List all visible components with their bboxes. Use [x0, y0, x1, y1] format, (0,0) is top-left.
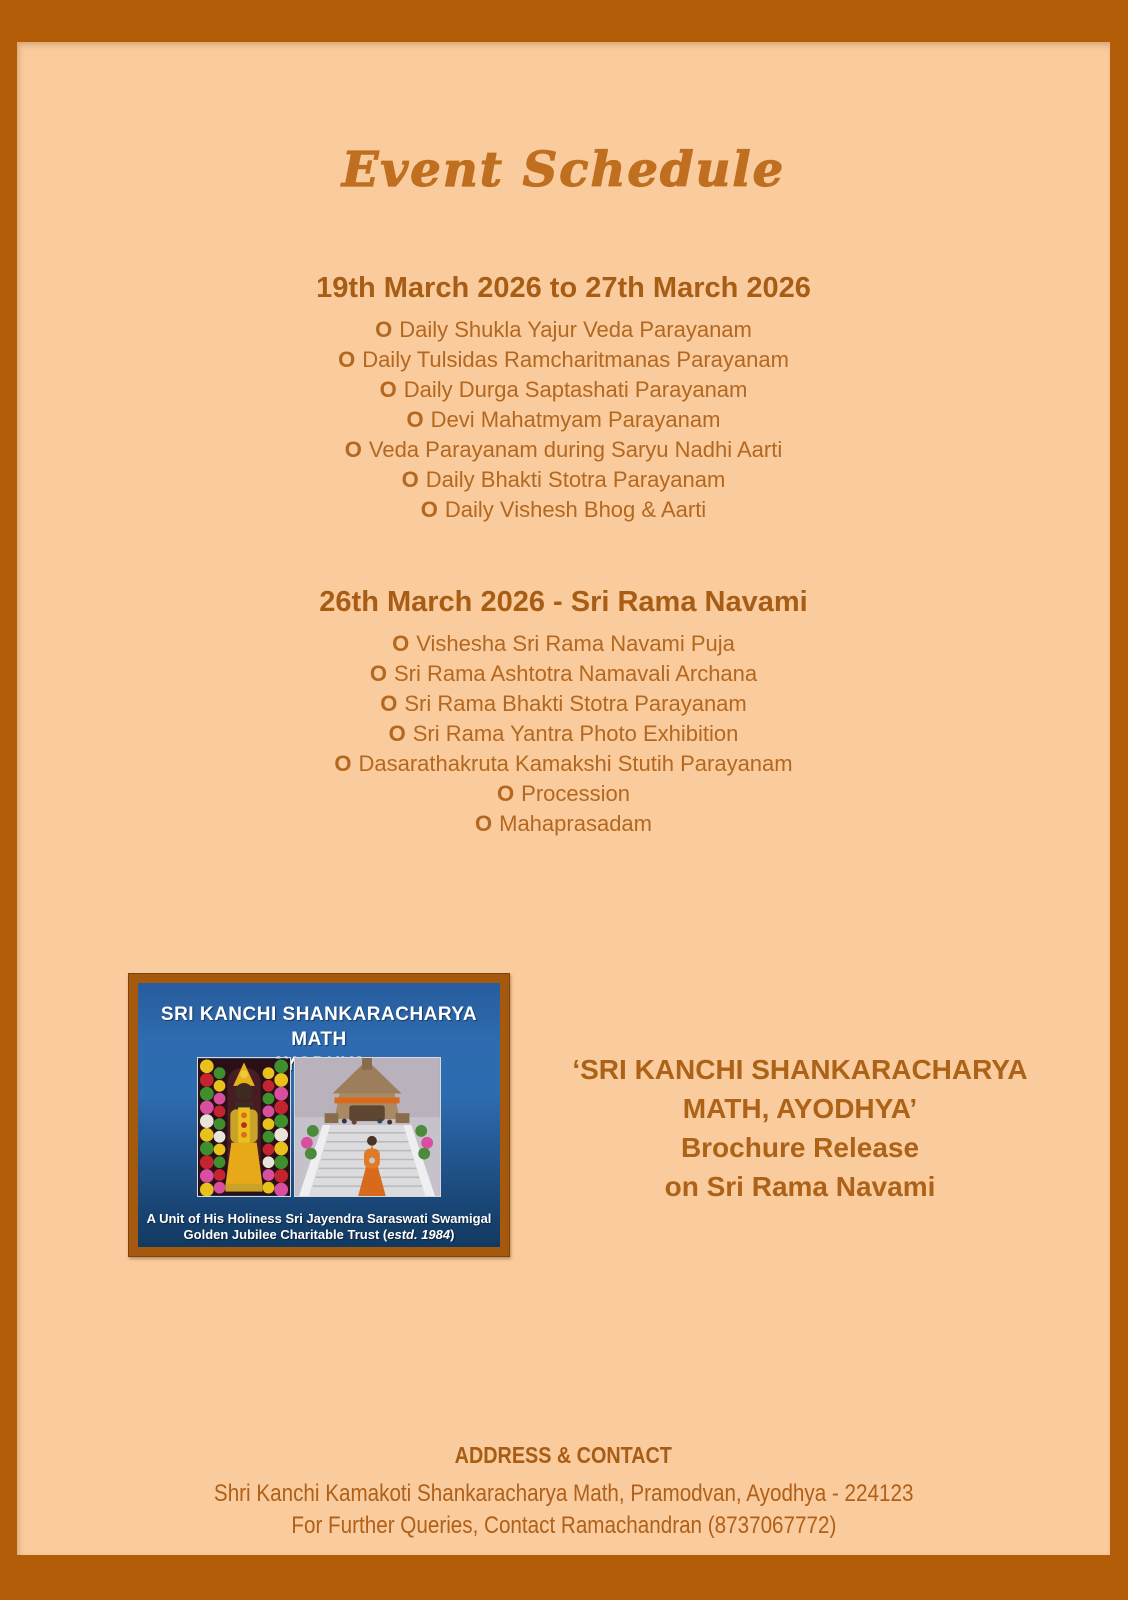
bullet-marker: O: [401, 467, 419, 492]
bullet-marker: O: [338, 347, 356, 372]
list-item: [17, 315, 1110, 345]
event-list: [17, 629, 1110, 839]
card-title-line1: SRI KANCHI SHANKARACHARYA MATH: [160, 1004, 478, 1050]
bullet-marker: O: [388, 721, 406, 746]
brochure-announcement: [520, 1050, 1080, 1206]
bullet-marker: O: [406, 407, 424, 432]
brochure-line: ‘SRI KANCHI SHANKARACHARYA: [572, 1054, 1028, 1085]
page-title: Event Schedule: [341, 142, 786, 198]
schedule-section-rama-navami: [17, 586, 1110, 839]
event-label: Devi Mahatmyam Parayanam: [430, 407, 721, 432]
event-label: Procession: [521, 781, 630, 806]
contact-address-text: Shri Kanchi Kamakoti Shankaracharya Math, Pramodvan, Ayodhya - 224123: [213, 1480, 914, 1507]
brochure-line: Brochure Release: [680, 1132, 920, 1163]
schedule-section-march-range: [17, 272, 1110, 525]
event-label: Daily Tulsidas Ramcharitmanas Parayanam: [362, 347, 789, 372]
event-label: Vishesha Sri Rama Navami Puja: [416, 631, 735, 656]
event-label: Daily Shukla Yajur Veda Parayanam: [399, 317, 752, 342]
section-heading: 26th March 2026 - Sri Rama Navami: [319, 586, 808, 618]
list-item: [17, 345, 1110, 375]
bullet-marker: O: [344, 437, 362, 462]
event-label: Sri Rama Ashtotra Namavali Archana: [393, 661, 758, 686]
bullet-marker: O: [375, 317, 393, 342]
bullet-marker: O: [379, 377, 397, 402]
list-item: [17, 809, 1110, 839]
event-label: Sri Rama Yantra Photo Exhibition: [412, 721, 739, 746]
list-item: [17, 689, 1110, 719]
bullet-marker: O: [380, 691, 398, 716]
card-footer-line1: A Unit of His Holiness Sri Jayendra Saraswati Swamigal: [146, 1211, 492, 1226]
list-item: [17, 405, 1110, 435]
list-item: [17, 435, 1110, 465]
event-label: Mahaprasadam: [499, 811, 652, 836]
card-footer: [138, 1211, 500, 1243]
card-footer-line2-suffix: ): [450, 1227, 455, 1242]
event-label: Sri Rama Bhakti Stotra Parayanam: [404, 691, 747, 716]
contact-heading-text: ADDRESS & CONTACT: [454, 1442, 673, 1468]
event-label: Daily Bhakti Stotra Parayanam: [425, 467, 726, 492]
contact-section: [17, 1442, 1110, 1542]
event-list: [17, 315, 1110, 525]
contact-queries-text: For Further Queries, Contact Ramachandran (8737067772): [291, 1512, 836, 1539]
bullet-marker: O: [475, 811, 493, 836]
bullet-marker: O: [497, 781, 515, 806]
list-item: [17, 465, 1110, 495]
card-photos: [138, 1057, 500, 1197]
list-item: [17, 749, 1110, 779]
section-heading: 19th March 2026 to 27th March 2026: [316, 272, 811, 304]
math-brochure-card: [128, 973, 510, 1257]
list-item: [17, 495, 1110, 525]
event-label: Dasarathakruta Kamakshi Stutih Parayanam: [358, 751, 793, 776]
card-footer-estd: estd. 1984: [387, 1227, 451, 1242]
math-brochure-card-inner: [138, 983, 500, 1247]
flyer-content: [17, 42, 1110, 1555]
brochure-line: on Sri Rama Navami: [664, 1171, 936, 1202]
event-label: Daily Vishesh Bhog & Aarti: [444, 497, 707, 522]
temple-photo: [294, 1057, 441, 1197]
list-item: [17, 719, 1110, 749]
brochure-line: MATH, AYODHYA’: [682, 1093, 918, 1124]
bullet-marker: O: [334, 751, 352, 776]
contact-address: [17, 1478, 1110, 1510]
list-item: [17, 629, 1110, 659]
contact-heading: [17, 1442, 1110, 1469]
deity-photo: [197, 1057, 291, 1197]
bullet-marker: O: [369, 661, 387, 686]
list-item: [17, 659, 1110, 689]
contact-queries: [17, 1510, 1110, 1542]
bullet-marker: O: [392, 631, 410, 656]
card-footer-line2-prefix: Golden Jubilee Charitable Trust (: [183, 1227, 388, 1242]
event-label: Daily Durga Saptashati Parayanam: [403, 377, 748, 402]
list-item: [17, 779, 1110, 809]
list-item: [17, 375, 1110, 405]
event-label: Veda Parayanam during Saryu Nadhi Aarti: [368, 437, 783, 462]
bullet-marker: O: [420, 497, 438, 522]
